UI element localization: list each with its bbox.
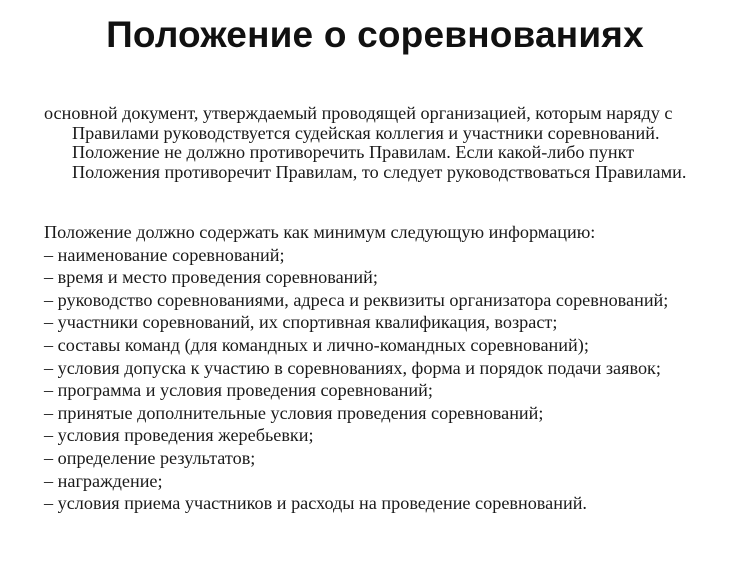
- list-item: – участники соревнований, их спортивная квалификация, возраст;: [44, 312, 558, 333]
- list-item: – время и место проведения соревнований;: [44, 267, 378, 288]
- list-item: – принятые дополнительные условия проведения соревнований;: [44, 402, 544, 423]
- list-item: – условия приема участников и расходы на проведение соревнований.: [44, 493, 587, 514]
- list-item: – награждение;: [44, 470, 163, 491]
- list-item: – условия проведения жеребьевки;: [44, 425, 314, 446]
- requirements-section: [44, 221, 734, 515]
- list-item: – руководство соревнованиями, адреса и реквизиты организатора соревнований;: [44, 289, 669, 310]
- requirements-lead: Положение должно содержать как минимум следующую информацию:: [44, 222, 596, 242]
- list-item: – определение результатов;: [44, 447, 256, 468]
- requirements-list: [44, 244, 734, 515]
- page-title: Положение о соревнованиях: [106, 14, 644, 55]
- list-item: – составы команд (для командных и лично-командных соревнований);: [44, 334, 589, 355]
- intro-first-line: основной документ, утверждаемый проводящей организацией, которым наряду с: [44, 103, 673, 123]
- intro-continuation: Правилами руководствуется судейская коллегия и участники соревнований. Положение не должно противоречить Правилам. Если какой-либо пункт Положения противоречит Правилам, то следует руководствоваться Правилами.: [72, 122, 687, 182]
- list-item: – наименование соревнований;: [44, 244, 285, 265]
- list-item: – условия допуска к участию в соревнованиях, форма и порядок подачи заявок;: [44, 357, 661, 378]
- intro-paragraph: [44, 104, 724, 182]
- list-item: – программа и условия проведения соревнований;: [44, 380, 433, 401]
